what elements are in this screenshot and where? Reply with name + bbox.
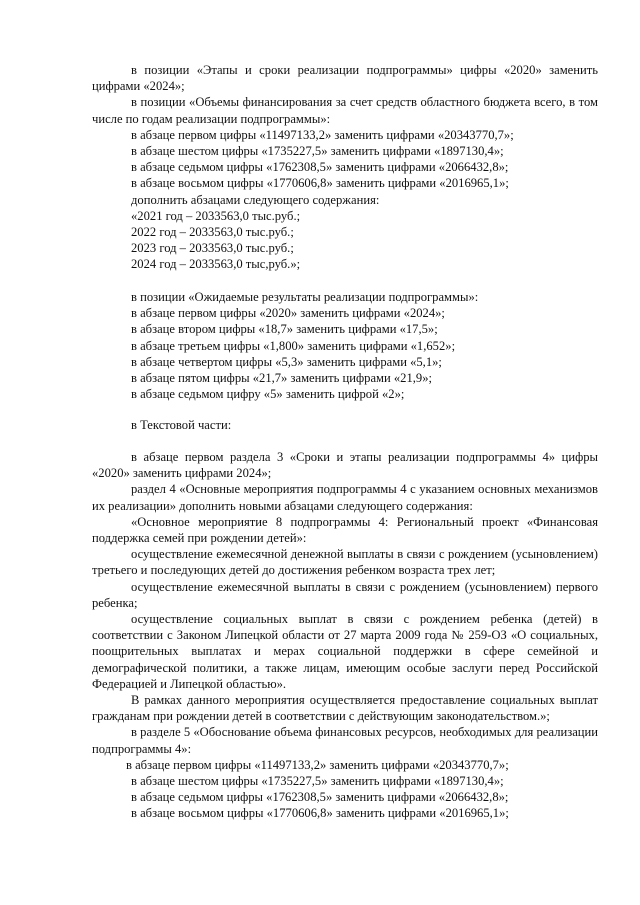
line-financing-2: в абзаце шестом цифры «1735227,5» заменить цифрами «1897130,4»;: [131, 144, 504, 159]
line-text-part: в Текстовой части:: [131, 418, 232, 432]
line-financing-1: в абзаце первом цифры «11497133,2» заменить цифрами «20343770,7»;: [131, 127, 514, 142]
line-year-2024: 2024 год – 2033563,0 тыс,руб.»;: [131, 257, 301, 272]
paragraph-monthly-payment-first: осуществление ежемесячной выплаты в связи с рождением (усыновлением) первого ребенка;: [92, 579, 598, 610]
line-section5-1: в абзаце первом цифры «11497133,2» заменить цифрами «20343770,7»;: [126, 757, 509, 772]
line-financing-4: в абзаце восьмом цифры «1770606,8» заменить цифрами «2016965,1»;: [131, 176, 509, 191]
line-section5-4: в абзаце восьмом цифры «1770606,8» заменить цифрами «2016965,1»;: [131, 806, 509, 821]
paragraph-social-payments: осуществление социальных выплат в связи с рождением ребенка (детей) в соответствии с Законом Липецкой области от 27 марта 2009 года № 259-ОЗ «О социальных, поощрительных выплатах и мерах социальной поддержки в сфере семейной и демографической политики, а также лицам, имеющим особые заслуги перед Российской Федерацией и Липецкой областью».: [92, 612, 598, 691]
line-results-6: в абзаце пятом цифры «21,7» заменить цифрами «21,9»;: [131, 371, 433, 386]
paragraph-stages: в позиции «Этапы и сроки реализации подпрограммы» цифры «2020» заменить цифрами «2024»;: [92, 63, 598, 94]
paragraph-within-measure: В рамках данного мероприятия осуществляется предоставление социальных выплат гражданам при рождении детей в соответствии с действующим законодательством.»;: [92, 693, 598, 724]
line-financing-3: в абзаце седьмом цифры «1762308,5» заменить цифрами «2066432,8»;: [131, 160, 509, 175]
paragraph-section-4: раздел 4 «Основные мероприятия подпрограммы 4 с указанием основных механизмов их реализации» дополнить новыми абзацами следующего содержания:: [92, 482, 598, 513]
paragraph-section-3: в абзаце первом раздела 3 «Сроки и этапы реализации подпрограммы 4» цифры «2020» заменить цифрами 2024»;: [92, 450, 598, 481]
block-passport-changes: [92, 62, 598, 273]
line-results-2: в абзаце первом цифры «2020» заменить цифрами «2024»;: [131, 306, 445, 321]
line-financing-5: дополнить абзацами следующего содержания:: [131, 192, 380, 207]
line-year-2021: «2021 год – 2033563,0 тыс.руб.;: [131, 208, 301, 223]
block-sections: [92, 449, 598, 822]
line-section5-3: в абзаце седьмом цифры «1762308,5» заменить цифрами «2066432,8»;: [131, 790, 509, 805]
line-results-4: в абзаце третьем цифры «1,800» заменить цифрами «1,652»;: [131, 338, 456, 353]
line-results-5: в абзаце четвертом цифры «5,3» заменить цифрами «5,1»;: [131, 354, 442, 369]
paragraph-section-5: в разделе 5 «Обоснование объема финансовых ресурсов, необходимых для реализации подпрограммы 4»:: [92, 725, 598, 756]
line-results-7: в абзаце седьмом цифру «5» заменить цифрой «2»;: [131, 387, 405, 402]
line-year-2022: 2022 год – 2033563,0 тыс.руб.;: [131, 225, 294, 240]
block-text-part: [92, 417, 598, 433]
paragraph-monthly-payment-third: осуществление ежемесячной денежной выплаты в связи с рождением (усыновлением) третьего и последующих детей до достижения ребенком возраста трех лет;: [92, 547, 598, 578]
paragraph-financing: в позиции «Объемы финансирования за счет средств областного бюджета всего, в том числе по годам реализации подпрограммы»:: [92, 95, 598, 126]
line-year-2023: 2023 год – 2033563,0 тыс.руб.;: [131, 241, 294, 256]
block-expected-results: [92, 289, 598, 402]
paragraph-measure-8: «Основное мероприятие 8 подпрограммы 4: Региональный проект «Финансовая поддержка семей при рождении детей»:: [92, 514, 598, 546]
line-results-3: в абзаце втором цифры «18,7» заменить цифрами «17,5»;: [131, 322, 438, 337]
line-section5-2: в абзаце шестом цифры «1735227,5» заменить цифрами «1897130,4»;: [131, 774, 504, 789]
line-results-1: в позиции «Ожидаемые результаты реализации подпрограммы»:: [131, 290, 479, 304]
